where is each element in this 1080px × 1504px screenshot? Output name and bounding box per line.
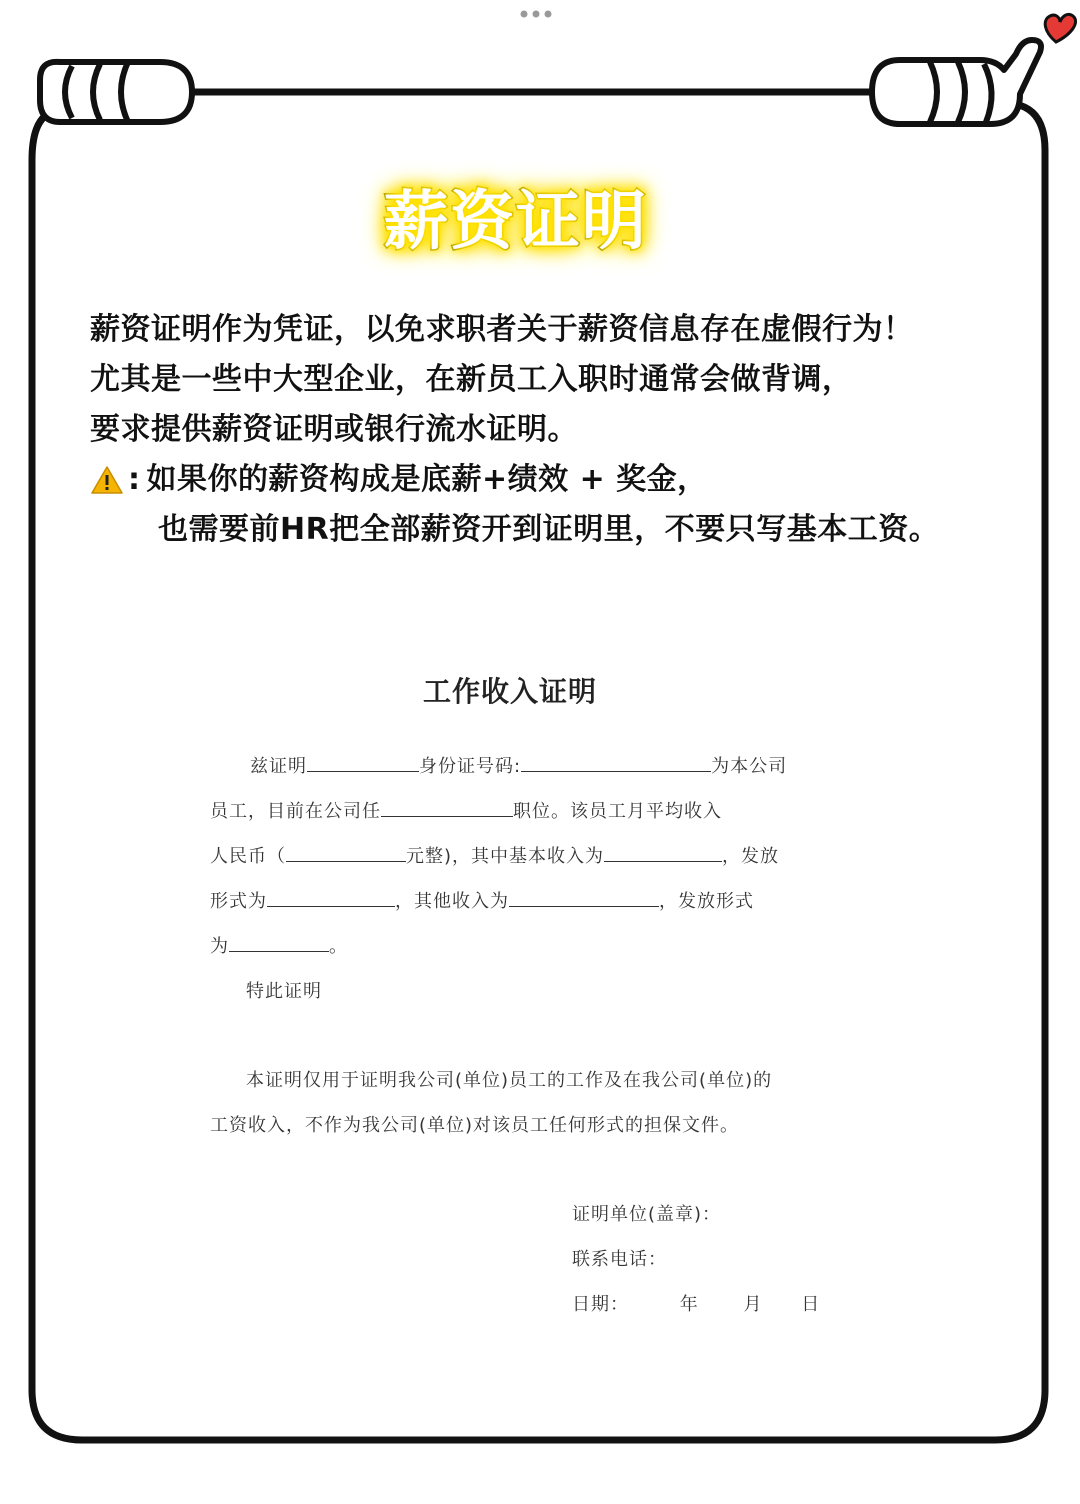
other-payment-form-blank — [229, 935, 329, 952]
cert-text: 兹证明 — [250, 756, 307, 777]
cert-text: 人民币（ — [210, 846, 286, 867]
certificate-line — [210, 797, 806, 823]
certificate-line — [210, 842, 806, 868]
position-blank — [381, 800, 513, 817]
month-label: 月 — [743, 1294, 763, 1315]
cert-text: ，发放形式 — [659, 891, 754, 912]
date-row — [572, 1290, 820, 1316]
intro-line: 薪资证明作为凭证，以免求职者关于薪资信息存在虚假行为！ — [90, 312, 914, 347]
right-hand-icon — [872, 40, 1041, 124]
contact-phone-label: 联系电话： — [572, 1249, 667, 1270]
certificate-note-line1: 本证明仅用于证明我公司(单位)员工的工作及在我公司(单位)的 — [246, 1070, 773, 1091]
page-title: 薪资证明 — [384, 185, 648, 259]
cert-text: 职位。该员工月平均收入 — [513, 801, 722, 822]
certificate-title: 工作收入证明 — [422, 675, 597, 708]
id-number-blank — [521, 755, 711, 772]
year-label: 年 — [679, 1294, 699, 1315]
certificate-line — [210, 887, 806, 913]
cert-text: ，发放 — [722, 846, 780, 867]
left-hand-icon — [40, 62, 192, 122]
cert-text: 形式为 — [210, 891, 267, 912]
intro-text — [90, 305, 1030, 555]
more-dots-icon — [521, 11, 552, 18]
cert-text: 。 — [329, 936, 348, 957]
cert-text: ，其他收入为 — [395, 891, 509, 912]
payment-form-blank — [267, 890, 395, 907]
warning-text-line1: 如果你的薪资构成是底薪+绩效 + 奖金， — [146, 462, 708, 497]
warning-icon — [90, 465, 124, 495]
warning-text-line2: 也需要前HR把全部薪资开到证明里，不要只写基本工资。 — [158, 512, 940, 547]
intro-line: 要求提供薪资证明或银行流水证明。 — [90, 412, 578, 447]
other-income-blank — [509, 890, 659, 907]
date-label: 日期： — [572, 1294, 629, 1315]
cert-text: 员工，目前在公司任 — [210, 801, 381, 822]
warning-row — [90, 455, 1030, 505]
cert-text: 为 — [210, 936, 229, 957]
warning-colon: : — [128, 462, 141, 497]
income-blank — [286, 845, 406, 862]
certificate-line — [210, 932, 806, 958]
day-label: 日 — [801, 1294, 821, 1315]
base-income-blank — [604, 845, 722, 862]
name-blank — [307, 755, 419, 772]
heart-icon — [1045, 14, 1075, 42]
certificate-line — [210, 752, 806, 778]
cert-text: 元整)，其中基本收入为 — [406, 846, 605, 867]
cert-text: 为本公司 — [711, 756, 788, 777]
issuing-unit-label: 证明单位(盖章)： — [572, 1204, 722, 1225]
certificate-note-line2: 工资收入，不作为我公司(单位)对该员工任何形式的担保文件。 — [210, 1115, 740, 1136]
intro-line: 尤其是一些中大型企业，在新员工入职时通常会做背调， — [90, 362, 853, 397]
cert-text: 身份证号码: — [419, 756, 522, 777]
certificate-closing: 特此证明 — [246, 981, 322, 1002]
